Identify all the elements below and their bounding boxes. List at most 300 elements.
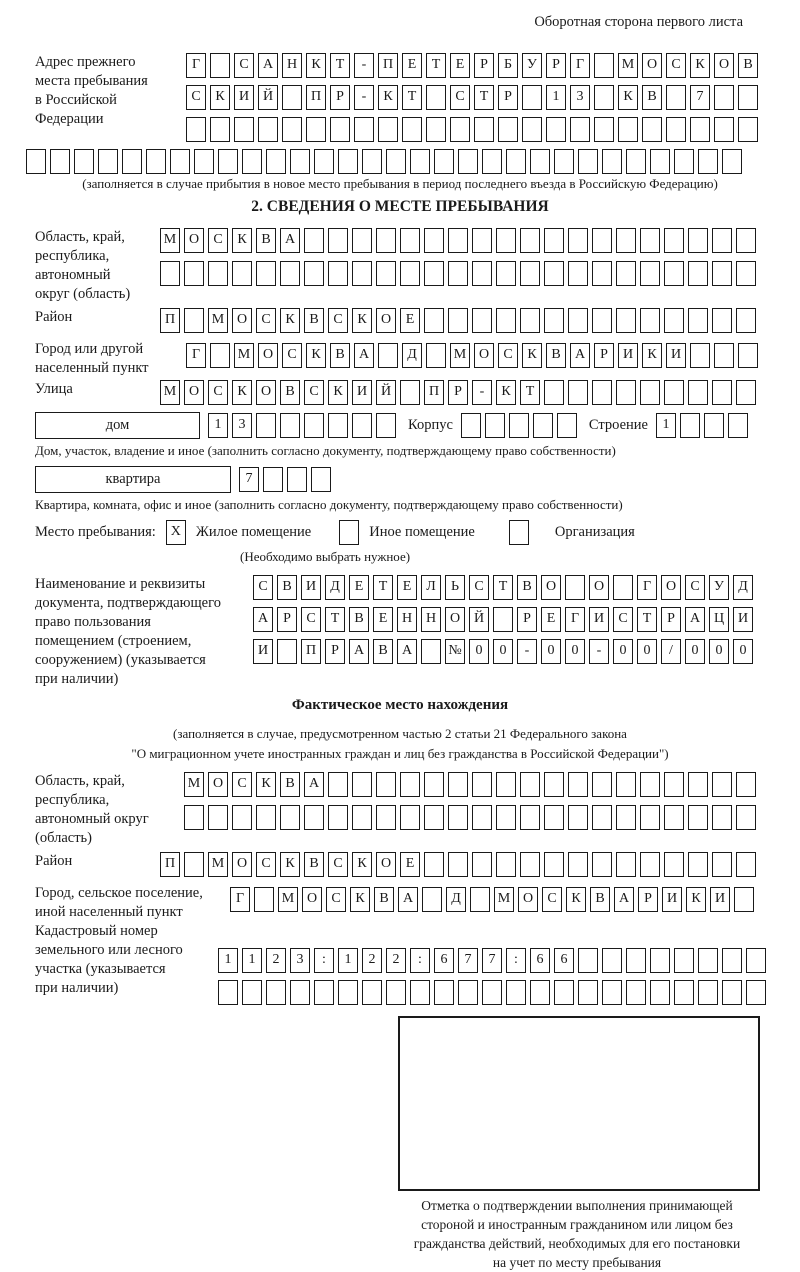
form-cell: А [685,607,705,632]
form-cell [509,413,529,438]
form-cell [712,805,732,830]
fact-caption: (заполняется в случае, предусмотренном частью 2 статьи 21 Федерального закона "О миграционном учете иностранных граждан и лиц без гражданства в Российской Федерации") [131,726,669,761]
stay-option-label-zhiloe: Жилое помещение [195,524,312,540]
form-cell: К [350,887,370,912]
form-cell: А [354,343,374,368]
form-cell: Н [397,607,417,632]
form-cell: Р [594,343,614,368]
form-cell [362,980,382,1005]
form-cell [616,805,636,830]
form-cell: К [496,380,516,405]
form-cell: Т [426,53,446,78]
form-cell [674,149,694,174]
form-cell: А [349,639,369,664]
form-cell: А [280,228,300,253]
form-cell: О [376,308,396,333]
form-cell: А [253,607,273,632]
stamp-caption: Отметка о подтверждении выполнения принимающей стороной и иностранным гражданином или лицом без гражданства действий, необходимых для его постановки на учет по месту пребывания [413,1198,741,1270]
form-cell [277,639,297,664]
kvartira-row [35,466,765,493]
form-cell [616,380,636,405]
form-cell [722,980,742,1005]
form-cell [616,261,636,286]
form-cell: Т [402,85,422,110]
form-cell [728,413,748,438]
form-cell: Р [498,85,518,110]
form-cell [602,149,622,174]
form-cell: № [445,639,465,664]
form-cell [400,261,420,286]
form-cell: Д [325,575,345,600]
form-cell: С [666,53,686,78]
form-cell [448,772,468,797]
form-cell: Р [325,639,345,664]
stay-option-label-inoe: Иное помещение [369,524,475,540]
stroenie-cells [656,413,752,438]
form-cell [314,149,334,174]
form-cell [746,948,766,973]
doc-row-1 [253,575,757,600]
form-cell [328,261,348,286]
form-cell [618,117,638,142]
form-cell: 2 [266,948,286,973]
form-cell [146,149,166,174]
form-cell [736,772,756,797]
rayon-label: Район [35,309,73,325]
checkbox-zhiloe-pomeshchenie: X [166,520,186,545]
fact-gorod-row [230,887,758,912]
prev-address-row-3 [186,117,762,142]
form-cell: С [326,887,346,912]
form-cell [736,228,756,253]
form-cell [594,85,614,110]
form-cell [698,980,718,1005]
form-cell [218,149,238,174]
form-cell: М [494,887,514,912]
form-cell: И [234,85,254,110]
fact-rayon-row [160,852,760,877]
form-cell: О [445,607,465,632]
form-cell: В [280,380,300,405]
form-cell: С [613,607,633,632]
form-cell: К [280,852,300,877]
form-cell [376,805,396,830]
oblast-group [35,228,765,304]
form-cell [738,85,758,110]
prev-address-row-1 [186,53,762,78]
fact-gorod-label: Город, сельское поселение, иной населенный пункт [35,885,203,920]
form-cell [613,575,633,600]
stay-note: (Необходимо выбрать нужное) [240,549,411,564]
header-note: Оборотная сторона первого листа [534,14,743,30]
form-cell: Е [349,575,369,600]
form-cell: К [306,343,326,368]
form-cell [400,772,420,797]
form-cell [568,380,588,405]
form-cell [263,467,283,492]
form-cell: И [666,343,686,368]
form-cell: Н [282,53,302,78]
form-cell [688,261,708,286]
form-cell [712,261,732,286]
form-cell: - [589,639,609,664]
form-cell [664,308,684,333]
oblast-row-1 [160,228,760,253]
fact-oblast-row-1 [184,772,760,797]
fact-rayon-label: Район [35,853,73,869]
prev-address-row-2 [186,85,762,110]
form-cell: К [690,53,710,78]
form-cell [568,805,588,830]
form-cell [400,228,420,253]
form-cell [592,772,612,797]
form-cell: Е [541,607,561,632]
form-cell [424,852,444,877]
form-cell: К [352,308,372,333]
form-cell: 0 [637,639,657,664]
form-cell [424,805,444,830]
kadastr-row-2 [218,980,770,1005]
form-cell: 1 [218,948,238,973]
form-cell [530,149,550,174]
form-cell [602,980,622,1005]
doc-row-3 [253,639,757,664]
form-cell [256,261,276,286]
form-cell: Е [402,53,422,78]
form-cell [170,149,190,174]
form-cell: А [304,772,324,797]
form-cell [640,228,660,253]
form-cell [482,149,502,174]
form-cell: О [258,343,278,368]
form-cell [280,805,300,830]
form-cell [352,413,372,438]
form-cell [328,772,348,797]
form-cell [736,308,756,333]
form-cell: И [589,607,609,632]
form-cell: А [570,343,590,368]
form-cell: 3 [570,85,590,110]
form-cell: С [542,887,562,912]
form-cell: В [277,575,297,600]
form-cell: Д [402,343,422,368]
form-cell: В [373,639,393,664]
form-cell [386,980,406,1005]
form-cell [592,228,612,253]
form-cell [688,228,708,253]
form-cell: К [378,85,398,110]
form-cell: С [328,308,348,333]
form-cell [472,805,492,830]
form-cell [472,308,492,333]
form-cell [688,308,708,333]
form-cell [184,805,204,830]
form-cell [184,261,204,286]
form-cell: 6 [434,948,454,973]
form-cell [280,413,300,438]
form-cell: Е [397,575,417,600]
form-cell: : [410,948,430,973]
form-cell: В [738,53,758,78]
form-cell [520,772,540,797]
form-cell [472,261,492,286]
form-cell: 1 [208,413,228,438]
form-cell [194,149,214,174]
form-cell [98,149,118,174]
prev-address-label: Адрес прежнего места пребывания в Российской Федерации [35,54,148,127]
form-cell [616,772,636,797]
form-cell [698,948,718,973]
form-cell: М [208,308,228,333]
form-cell [533,413,553,438]
form-cell: М [184,772,204,797]
form-cell [290,980,310,1005]
form-cell: Р [474,53,494,78]
form-cell [400,380,420,405]
form-cell [434,980,454,1005]
form-cell: 1 [338,948,358,973]
form-cell [482,980,502,1005]
form-cell: 7 [458,948,478,973]
fact-oblast-label: Область, край, республика, автономный округ (область) [35,773,149,846]
form-cell: 0 [613,639,633,664]
form-cell: О [302,887,322,912]
form-cell: 7 [690,85,710,110]
form-cell [376,261,396,286]
form-cell [242,980,262,1005]
form-cell: Т [520,380,540,405]
form-cell [698,149,718,174]
form-cell [650,948,670,973]
form-cell [282,85,302,110]
form-cell [422,887,442,912]
form-cell: : [314,948,334,973]
form-cell [544,772,564,797]
form-cell: 0 [709,639,729,664]
form-cell [450,117,470,142]
form-cell: - [354,85,374,110]
form-cell [568,261,588,286]
form-cell: О [232,308,252,333]
form-cell: Г [186,343,206,368]
form-cell: И [733,607,753,632]
form-cell [266,980,286,1005]
ulitsa-row [160,380,760,405]
form-cell [470,887,490,912]
form-cell [722,149,742,174]
form-cell [520,261,540,286]
form-cell: В [374,887,394,912]
form-cell [485,413,505,438]
form-cell [520,805,540,830]
form-cell: Ц [709,607,729,632]
form-cell [402,117,422,142]
form-cell [218,980,238,1005]
kadastr-label: Кадастровый номер земельного или лесного участка (указывается при наличии) [35,923,183,996]
form-cell [592,261,612,286]
fact-oblast-group [35,772,765,848]
form-cell: 0 [565,639,585,664]
form-cell: М [618,53,638,78]
form-cell: - [354,53,374,78]
form-cell: П [301,639,321,664]
form-cell: Й [258,85,278,110]
form-cell [592,380,612,405]
form-cell: О [376,852,396,877]
form-cell: К [280,308,300,333]
checkbox-organizatsiya [509,520,529,545]
form-cell [570,117,590,142]
form-cell [736,380,756,405]
form-cell: П [306,85,326,110]
form-cell: И [618,343,638,368]
form-cell [626,149,646,174]
form-cell: П [160,308,180,333]
form-cell: О [232,852,252,877]
form-cell [254,887,274,912]
form-cell: Т [637,607,657,632]
form-cell [554,149,574,174]
kvartira-box: квартира [35,466,231,493]
form-cell: Й [376,380,396,405]
korpus-label: Корпус [408,417,453,433]
form-cell [242,149,262,174]
form-cell: Е [450,53,470,78]
form-cell [578,980,598,1005]
form-cell [522,117,542,142]
form-cell [714,343,734,368]
form-cell [640,261,660,286]
form-cell [544,261,564,286]
form-cell [568,852,588,877]
form-cell [304,805,324,830]
form-cell [664,805,684,830]
form-cell: - [517,639,537,664]
form-cell [496,852,516,877]
form-cell: Р [517,607,537,632]
form-cell [410,149,430,174]
form-cell [232,261,252,286]
form-cell: С [256,852,276,877]
form-cell: О [184,380,204,405]
form-cell [256,805,276,830]
form-cell: И [662,887,682,912]
form-cell: 3 [290,948,310,973]
form-cell [544,380,564,405]
form-cell [378,117,398,142]
form-cell [664,772,684,797]
form-cell: 3 [232,413,252,438]
form-cell: В [330,343,350,368]
form-cell [546,117,566,142]
form-cell [544,805,564,830]
form-cell: А [258,53,278,78]
form-cell: С [498,343,518,368]
doc-label: Наименование и реквизиты документа, подтверждающего право пользования помещением (строением, сооружением) (указывается при наличии) [35,576,221,687]
form-cell [208,261,228,286]
form-cell [554,980,574,1005]
form-cell [616,852,636,877]
form-cell [568,228,588,253]
gorod-label: Город или другой населенный пункт [35,341,149,376]
form-cell: И [352,380,372,405]
form-cell [544,852,564,877]
form-cell [376,413,396,438]
form-cell [565,575,585,600]
form-cell [472,852,492,877]
form-cell [712,228,732,253]
form-cell [664,852,684,877]
form-cell [376,228,396,253]
form-cell: Г [186,53,206,78]
form-cell [688,805,708,830]
form-cell [530,980,550,1005]
dom-caption: Дом, участок, владение и иное (заполнить согласно документу, подтверждающему право собственности) [35,443,616,458]
form-cell: К [686,887,706,912]
form-cell: Д [733,575,753,600]
form-cell: В [517,575,537,600]
form-cell [338,149,358,174]
form-cell [184,308,204,333]
form-cell: М [208,852,228,877]
form-cell: Г [565,607,585,632]
form-cell [74,149,94,174]
form-cell [712,380,732,405]
form-cell: В [349,607,369,632]
form-cell [461,413,481,438]
form-cell: Г [570,53,590,78]
ulitsa-label: Улица [35,381,73,397]
prev-address-group [35,53,765,149]
form-cell [328,805,348,830]
form-cell [568,772,588,797]
form-cell [210,343,230,368]
form-cell [426,343,446,368]
form-cell [704,413,724,438]
form-cell [578,149,598,174]
form-cell: 0 [469,639,489,664]
form-cell [496,308,516,333]
form-cell: 2 [386,948,406,973]
form-cell [602,948,622,973]
kvartira-caption: Квартира, комната, офис и иное (заполнить согласно документу, подтверждающему право собственности) [35,497,623,512]
form-cell: 1 [242,948,262,973]
form-cell: К [210,85,230,110]
form-cell [160,261,180,286]
form-cell [362,149,382,174]
form-cell: С [256,308,276,333]
form-cell [378,343,398,368]
form-cell: Т [493,575,513,600]
form-cell [424,261,444,286]
form-cell: И [253,639,273,664]
form-cell [690,343,710,368]
form-cell [426,85,446,110]
form-cell [26,149,46,174]
form-cell: : [506,948,526,973]
form-cell [520,228,540,253]
form-cell [640,805,660,830]
form-cell: С [232,772,252,797]
form-cell [258,117,278,142]
doc-grid [253,575,757,671]
form-cell: К [256,772,276,797]
form-cell [304,228,324,253]
form-cell [714,85,734,110]
dom-cells [208,413,400,438]
form-cell: М [160,380,180,405]
form-cell: С [253,575,273,600]
